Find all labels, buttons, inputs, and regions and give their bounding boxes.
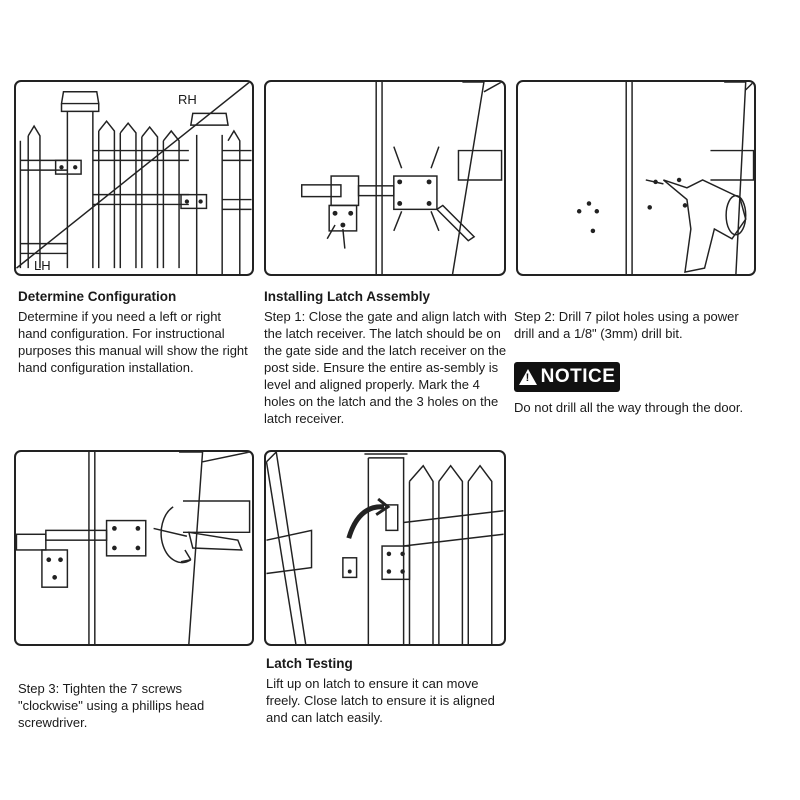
latch-assembly-step (264, 288, 508, 427)
latch-assembly-title: Installing Latch Assembly (264, 289, 431, 304)
rh-label: RH (178, 92, 197, 107)
tighten-text: Step 3: Tighten the 7 screws "clockwise" using a phillips head screwdriver. (18, 681, 205, 730)
drill-step (514, 308, 760, 342)
fence-gate-drawing (16, 82, 252, 274)
configuration-text: Determine if you need a left or right hand configuration. For instructional purposes this manual will show the right hand configuration installation. (18, 309, 248, 375)
screwdriver-drawing (16, 452, 252, 644)
latch-testing-illustration (264, 450, 506, 646)
drill-text: Step 2: Drill 7 pilot holes using a power drill and a 1/8" (3mm) drill bit. (514, 309, 739, 341)
drilling-pilot-holes-drawing (518, 82, 754, 274)
tighten-screws-illustration (14, 450, 254, 646)
notice-badge (514, 362, 620, 392)
testing-step (266, 655, 506, 726)
latch-assembly-illustration (264, 80, 506, 276)
warning-icon: ! (519, 369, 537, 385)
latch-assembly-text: Step 1: Close the gate and align latch with the latch receiver. The latch should be on the gate side and the latch receiver on the post side. Ensure the entire as-sembly is level and aligned properly. Mark the 4 holes on the latch and the 3 holes on the latch receiver. (264, 309, 507, 426)
latch-marking-drawing (266, 82, 504, 274)
notice-text: Do not drill all the way through the door. (514, 400, 744, 415)
testing-text: Lift up on latch to ensure it can move freely. Close latch to ensure it is aligned and can latch easily. (266, 676, 495, 725)
configuration-step (18, 288, 250, 376)
configuration-title: Determine Configuration (18, 289, 177, 304)
notice-label: NOTICE (540, 366, 616, 387)
tighten-step (18, 680, 250, 731)
latch-lift-drawing (266, 452, 504, 644)
lh-label: LH (34, 258, 51, 273)
configuration-illustration (14, 80, 254, 276)
testing-title: Latch Testing (266, 656, 353, 671)
drill-illustration (516, 80, 756, 276)
